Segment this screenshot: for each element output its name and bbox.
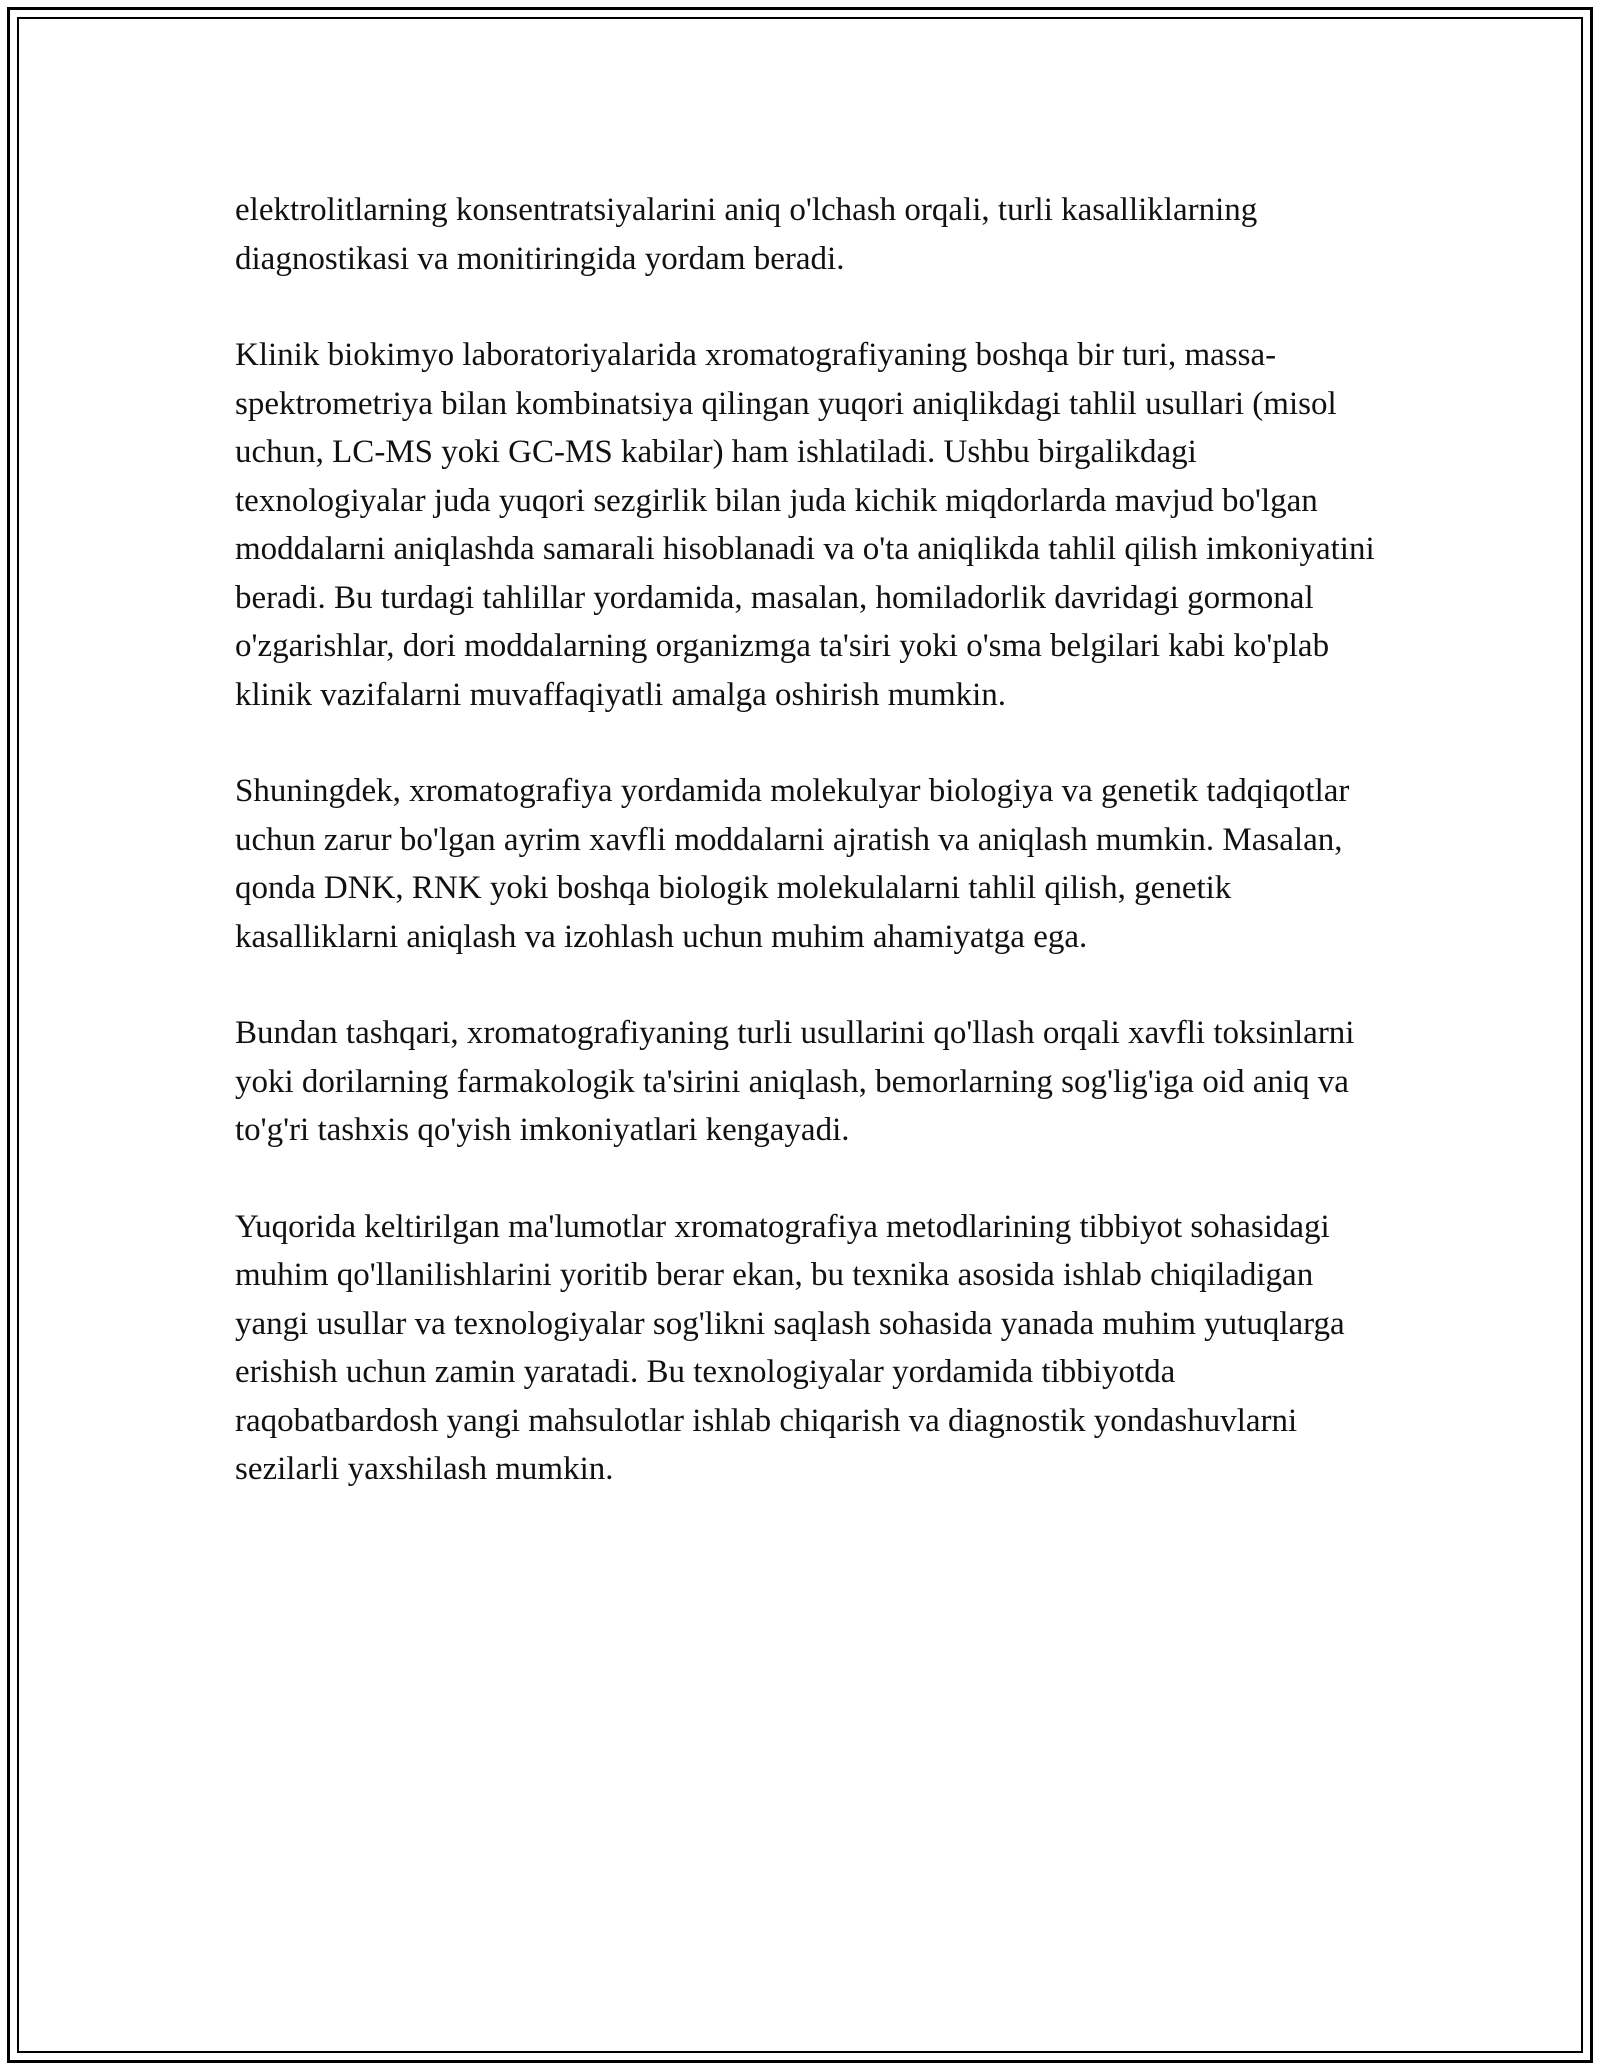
paragraph-2: Klinik biokimyo laboratoriyalarida xromatografiyaning boshqa bir turi, massa-spektrometriya bilan kombinatsiya qilingan yuqori aniqlikdagi tahlil usullari (misol uchun, LC-MS yoki GC-MS kabilar) ham ishlatiladi. Ushbu birgalikdagi texnologiyalar juda yuqori sezgirlik bilan juda kichik miqdorlarda mavjud bo'lgan moddalarni aniqlashda samarali hisoblanadi va o'ta aniqlikda tahlil qilish imkoniyatini beradi. Bu turdagi tahlillar yordamida, masalan, homiladorlik davridagi gormonal o'zgarishlar, dori moddalarning organizmga ta'siri yoki o'sma belgilari kabi ko'plab klinik vazifalarni muvaffaqiyatli amalga oshirish mumkin. bbox=[235, 337, 1375, 713]
paragraph-1: elektrolitlarning konsentratsiyalarini aniq o'lchash orqali, turli kasalliklarning diagnostikasi va monitiringida yordam beradi. bbox=[235, 192, 1258, 277]
paragraph-3: Shuningdek, xromatografiya yordamida molekulyar biologiya va genetik tadqiqotlar uchun zarur bo'lgan ayrim xavfli moddalarni ajratish va aniqlash mumkin. Masalan, qonda DNK, RNK yoki boshqa biologik molekulalarni tahlil qilish, genetik kasalliklarni aniqlash va izohlash uchun muhim ahamiyatga ega. bbox=[235, 773, 1350, 955]
paragraph-4: Bundan tashqari, xromatografiyaning turli usullarini qo'llash orqali xavfli toksinlarni yoki dorilarning farmakologik ta'sirini aniqlash, bemorlarning sog'lig'iga oid aniq va to'g'ri tashxis qo'yish imkoniyatlari kengayadi. bbox=[235, 1015, 1355, 1148]
document-body bbox=[235, 186, 1385, 1542]
paragraph-5: Yuqorida keltirilgan ma'lumotlar xromatografiya metodlarining tibbiyot sohasidagi muhim qo'llanilishlarini yoritib berar ekan, bu texnika asosida ishlab chiqiladigan yangi usullar va texnologiyalar sog'likni saqlash sohasida yanada muhim yutuqlarga erishish uchun zamin yaratadi. Bu texnologiyalar yordamida tibbiyotda raqobatbardosh yangi mahsulotlar ishlab chiqarish va diagnostik yondashuvlarni sezilarli yaxshilash mumkin. bbox=[235, 1208, 1345, 1487]
